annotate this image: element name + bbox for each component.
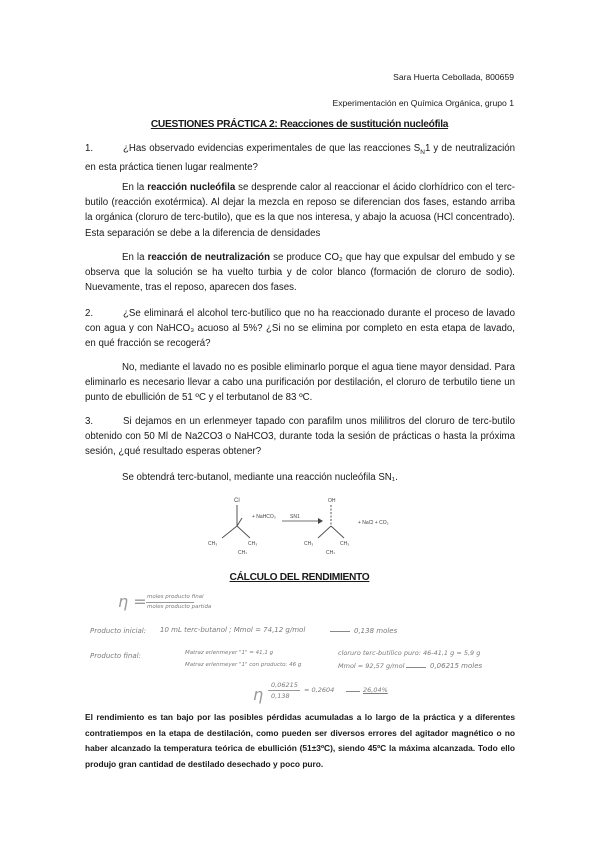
eta-fraction-bar — [146, 602, 194, 603]
reaction-arrow-head — [318, 518, 323, 524]
question-2-text: ¿Se eliminará el alcohol terc-butílico que no ha reaccionado durante el proceso de lavado con agua y con NaHCO₃ acuoso al 5%? ¿Si no se elimina por completo en esta etapa de lavado, en qué fracción se recogerá? — [85, 308, 515, 350]
page-title: CUESTIONES PRÁCTICA 2: Reacciones de sustitución nucleófila — [150, 119, 449, 130]
reagent-label: + NaHCO₃ — [252, 514, 276, 520]
answer-1-post: se desprende calor al reaccionar el ácido clorhídrico con el terc-butilo (reacción exotérmica). Al dejar la mezcla en reposo se diferencian dos fases, estando arriba la orgánica (cloruro de terc-butilo), que es la que nos interesa, y abajo la acuosa (HCl concentrado). Esta separación se debe a la diferencia de densidades — [85, 182, 515, 239]
reactant-ch3-right: CH₃ — [248, 541, 258, 547]
question-1-text-b: 1 y de neutralización en esta práctica tienen lugar realmente? — [85, 143, 515, 174]
reactant-ch3-left: CH₃ — [208, 541, 218, 547]
eta-symbol-2: η — [253, 685, 264, 704]
eta2-numerator: 0,06215 — [271, 681, 298, 689]
question-2-number: 2. — [85, 308, 94, 319]
products-label: + NaCl + CO₂ — [358, 520, 389, 526]
arrow-label: SN1 — [290, 514, 300, 520]
question-1-subscript: N — [420, 148, 425, 156]
product-ch3-left: CH₃ — [304, 541, 314, 547]
question-1-text-a: ¿Has observado evidencias experimentales de que las reacciones S — [123, 143, 421, 154]
question-1-number: 1. — [85, 143, 94, 154]
author-line: Sara Huerta Cebollada, 800659 — [393, 72, 514, 82]
question-1 — [85, 141, 515, 175]
final-label: Producto final: — [90, 652, 141, 660]
answer-1-neutralization — [85, 250, 515, 296]
answer-2-post: se produce CO₂ que hay que expulsar del embudo y se observa que la solución se ha vuelto turbia y de color blanco (formación de cloruro de sodio). Nuevamente, tras el reposo, aparecen dos fases. — [85, 252, 516, 294]
conclusion-paragraph: El rendimiento es tan bajo por las posibles pérdidas acumuladas a lo largo de la práctica y a diferentes contratiempos en la etapa de destilación, como pueden ser diversos errores del agitador magnético o no haber alcanzado la temperatura teórica de ebullición (51±3ºC), siendo 45ºC la máxima alcanzada. Todo ello produjo gran cantidad de destilado desechado y poco puro. — [85, 712, 515, 769]
eta-denominator: moles producto partida — [147, 604, 212, 610]
reactant-bond-right — [237, 526, 250, 538]
question-3-text: Si dejamos en un erlenmeyer tapado con parafilm unos mililitros del cloruro de terc-butilo obtenido con 50 Ml de Na2CO3 o NaHCO3, durante toda la sesión de prácticas o hasta la próxima sesión, ¿qué resultado esperas obtener? — [85, 416, 515, 458]
reactant-bond-wedge — [237, 518, 242, 526]
eta-symbol: η = — [118, 592, 147, 611]
eta2-percent: 26,04% — [363, 686, 388, 694]
product-bond-left — [318, 526, 331, 538]
eta2-arrow — [346, 691, 360, 692]
reactant-ch3-bottom: CH₃ — [238, 550, 248, 554]
product-bond-right — [331, 526, 344, 538]
initial-result: 0,138 moles — [354, 627, 398, 635]
eta-numerator: moles producto final — [147, 594, 204, 600]
answer-2-bold: reacción de neutralización — [147, 252, 271, 263]
eta2-fraction-bar — [268, 690, 300, 691]
reactant-bond-left — [222, 526, 237, 538]
initial-text: 10 mL terc-butanol ; Mmol = 74,12 g/mol — [160, 626, 306, 634]
initial-label: Producto inicial: — [90, 627, 147, 635]
question-2 — [85, 306, 515, 352]
reactant-cl-label: Cl — [234, 498, 240, 504]
initial-arrow — [330, 631, 350, 632]
question-3 — [85, 414, 515, 460]
final-calc-1: cloruro terc-butilico puro: 46-41,1 g = 5,9 g — [338, 649, 481, 657]
answer-2-pre: En la — [122, 252, 148, 263]
product-ch3-bottom: CH₃ — [326, 550, 336, 554]
question-3-number: 3. — [85, 416, 94, 427]
eta2-denominator: 0,138 — [271, 692, 290, 700]
product-oh-label: OH — [328, 498, 336, 504]
answer-2: No, mediante el lavado no es posible eliminarlo porque el agua tiene mayor densidad. Para eliminarlo es necesario llevar a cabo una purificación por destilación, el cloruro de terbutilo tiene un punto de ebullición de 51 ºC y el terbutanol de 83 ºC. — [85, 362, 515, 404]
answer-3: Se obtendrá terc-butanol, mediante una reacción nucleófila SN₁. — [122, 472, 398, 483]
course-line: Experimentación en Química Orgánica, grupo 1 — [332, 98, 514, 108]
final-calc-2: Mmol = 92,57 g/mol — [338, 662, 405, 670]
answer-1-bold: reacción nucleófila — [147, 182, 236, 193]
final-line-1: Matraz erlenmeyer "1" = 41,1 g — [185, 650, 274, 656]
reaction-scheme — [200, 492, 410, 554]
eta2-value: = 0,2604 — [304, 686, 335, 694]
final-arrow — [406, 667, 426, 668]
calc-title: CÁLCULO DEL RENDIMIENTO — [229, 572, 370, 583]
final-line-2: Matraz erlenmeyer "1" con producto: 46 g — [185, 662, 302, 668]
answer-1-pre: En la — [122, 182, 148, 193]
final-result: 0,06215 moles — [430, 662, 483, 670]
product-ch3-right: CH₃ — [340, 541, 350, 547]
answer-1-nucleophilic — [85, 180, 515, 241]
